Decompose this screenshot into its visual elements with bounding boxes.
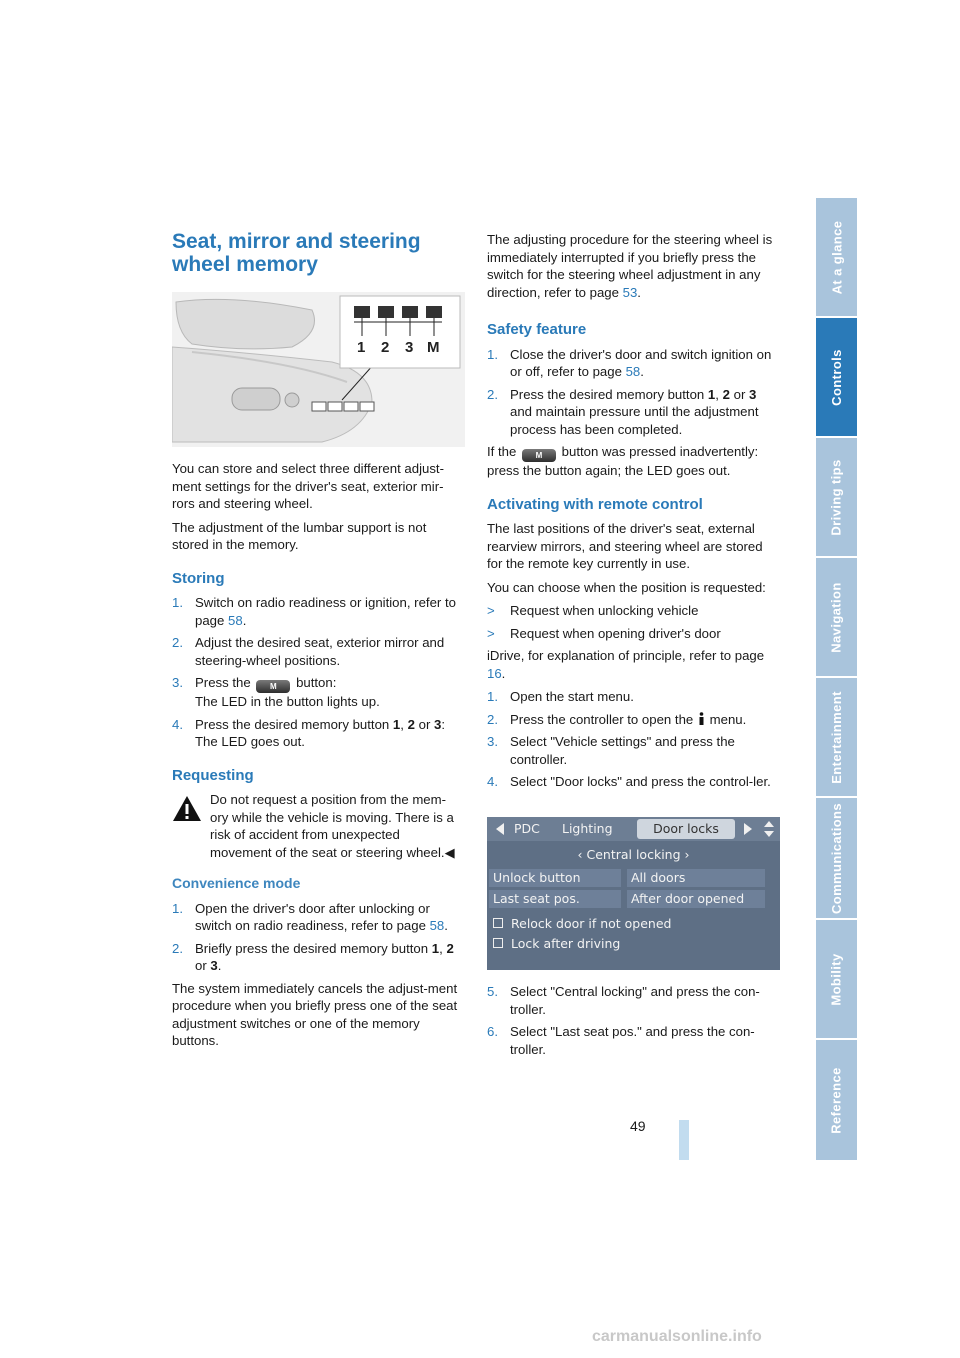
memory-button-icon: M: [256, 680, 290, 693]
body-paragraph: The system immediately cancels the adjust-ment procedure when you briefly press one of the seat adjustment switches or one of the memory buttons.: [172, 980, 458, 1048]
list-item: 1. Switch on radio readiness or ignition, refer to page 58.: [172, 595, 456, 628]
side-tab-entertainment[interactable]: Entertainment: [816, 678, 857, 796]
idrive-checkbox-option[interactable]: Relock door if not opened: [493, 916, 671, 931]
idrive-tab-door-locks[interactable]: Door locks: [637, 819, 735, 839]
list-item: 1. Close the driver's door and switch ignition on or off, refer to page 58.: [487, 346, 772, 379]
info-icon: [697, 712, 706, 725]
side-tab-mobility[interactable]: Mobility: [816, 920, 857, 1038]
arrow-right-icon: [743, 823, 753, 835]
idrive-option-label[interactable]: Unlock button: [489, 869, 621, 887]
checkbox-icon: [493, 938, 503, 948]
list-item: 3. Press the M button: The LED in the button lights up.: [172, 675, 380, 709]
idrive-option-label[interactable]: Last seat pos.: [489, 890, 621, 908]
arrow-left-icon: [495, 823, 505, 835]
seat-illustration: [172, 292, 465, 447]
list-item: 2. Press the desired memory button 1, 2 or 3 and maintain pressure until the adjustment process has been completed.: [487, 386, 759, 437]
watermark: carmanualsonline.info: [592, 1328, 762, 1345]
list-item: 4. Press the desired memory button 1, 2 or 3: The LED goes out.: [172, 716, 446, 749]
memory-button-icon: M: [522, 449, 556, 462]
body-paragraph: You can choose when the position is requested:: [487, 579, 766, 595]
list-item: 2. Briefly press the desired memory button 1, 2 or 3.: [172, 940, 454, 973]
body-paragraph: iDrive, for explanation of principle, refer to page 16.: [487, 648, 765, 681]
idrive-submenu-title[interactable]: ‹ Central locking ›: [577, 847, 690, 862]
list-item: 5. Select "Central locking" and press the con-troller.: [487, 984, 760, 1017]
list-item: 1. Open the start menu.: [487, 689, 634, 704]
page-number: 49: [630, 1118, 646, 1134]
section-heading-convenience: Convenience mode: [172, 875, 301, 891]
side-tab-communications[interactable]: Communications: [816, 798, 857, 918]
side-tab-at-a-glance[interactable]: At a glance: [816, 198, 857, 316]
right-column-continued: [487, 983, 780, 1063]
idrive-option-value[interactable]: All doors: [627, 869, 765, 887]
body-paragraph: The last positions of the driver's seat, external rearview mirrors, and steering wheel are stored for the remote key currently in use.: [487, 521, 763, 571]
scroll-arrows-icon: [763, 821, 775, 837]
page-link[interactable]: 58: [429, 918, 445, 933]
seat-memory-figure: [172, 292, 465, 447]
idrive-checkbox-option[interactable]: Lock after driving: [493, 936, 620, 951]
side-tab-reference[interactable]: Reference: [816, 1040, 857, 1160]
idrive-option-value[interactable]: After door opened: [627, 890, 765, 908]
list-item: 2. Press the controller to open the menu.: [487, 711, 747, 727]
checkbox-icon: [493, 918, 503, 928]
list-item: 6. Select "Last seat pos." and press the con-troller.: [487, 1024, 755, 1057]
page-link[interactable]: 53: [622, 284, 638, 300]
list-item: 4. Select "Door locks" and press the control-ler.: [487, 774, 771, 789]
section-heading-storing: Storing: [172, 569, 225, 587]
list-item: > Request when unlocking vehicle: [487, 603, 699, 618]
side-tab-driving-tips[interactable]: Driving tips: [816, 438, 857, 556]
idrive-menu-item[interactable]: PDC: [514, 821, 540, 836]
page-link[interactable]: 58: [625, 364, 641, 379]
body-paragraph: The adjusting procedure for the steering wheel is immediately interrupted if you briefly press the switch for the steering wheel adjustment in any direction, refer to page 53.: [487, 232, 773, 300]
page-number-bar: [679, 1120, 689, 1160]
page-title: Seat, mirror and steering wheel memory: [172, 230, 421, 276]
seat-button-label: M: [427, 339, 440, 356]
idrive-screen: [487, 817, 780, 970]
right-column: [487, 231, 780, 796]
section-heading-safety: Safety feature: [487, 321, 587, 338]
intro-paragraph: You can store and select three different adjust-ment settings for the driver's seat, exterior mir-rors and steering wheel.: [172, 461, 444, 511]
section-heading-remote: Activating with remote control: [487, 495, 703, 513]
warning-note: Do not request a position from the mem-ory while the vehicle is moving. There is a risk of accident from unexpected movement of the seat or steering wheel.◀: [172, 791, 464, 861]
left-column: [172, 460, 464, 1056]
intro-paragraph: The adjustment of the lumbar support is not stored in the memory.: [172, 519, 427, 552]
list-item: > Request when opening driver's door: [487, 625, 721, 641]
section-heading-requesting: Requesting: [172, 766, 254, 784]
list-item: 1. Open the driver's door after unlocking or switch on radio readiness, refer to page 58.: [172, 900, 448, 933]
seat-button-label: 2: [381, 339, 390, 356]
seat-button-label: 1: [357, 339, 366, 356]
warning-triangle-icon: [172, 795, 202, 822]
side-tab-navigation[interactable]: Navigation: [816, 558, 857, 676]
idrive-menu-item[interactable]: Lighting: [562, 821, 613, 836]
page-link[interactable]: 16: [487, 665, 502, 681]
seat-button-label: 3: [405, 339, 414, 356]
body-paragraph: If the M button was pressed inadvertently: press the button again; the LED goes out.: [487, 444, 759, 478]
side-tab-controls[interactable]: Controls: [816, 318, 857, 436]
list-item: 3. Select "Vehicle settings" and press the controller.: [487, 734, 735, 767]
list-item: 2. Adjust the desired seat, exterior mirror and steering-wheel positions.: [172, 635, 445, 668]
page-link[interactable]: 58: [228, 612, 243, 628]
